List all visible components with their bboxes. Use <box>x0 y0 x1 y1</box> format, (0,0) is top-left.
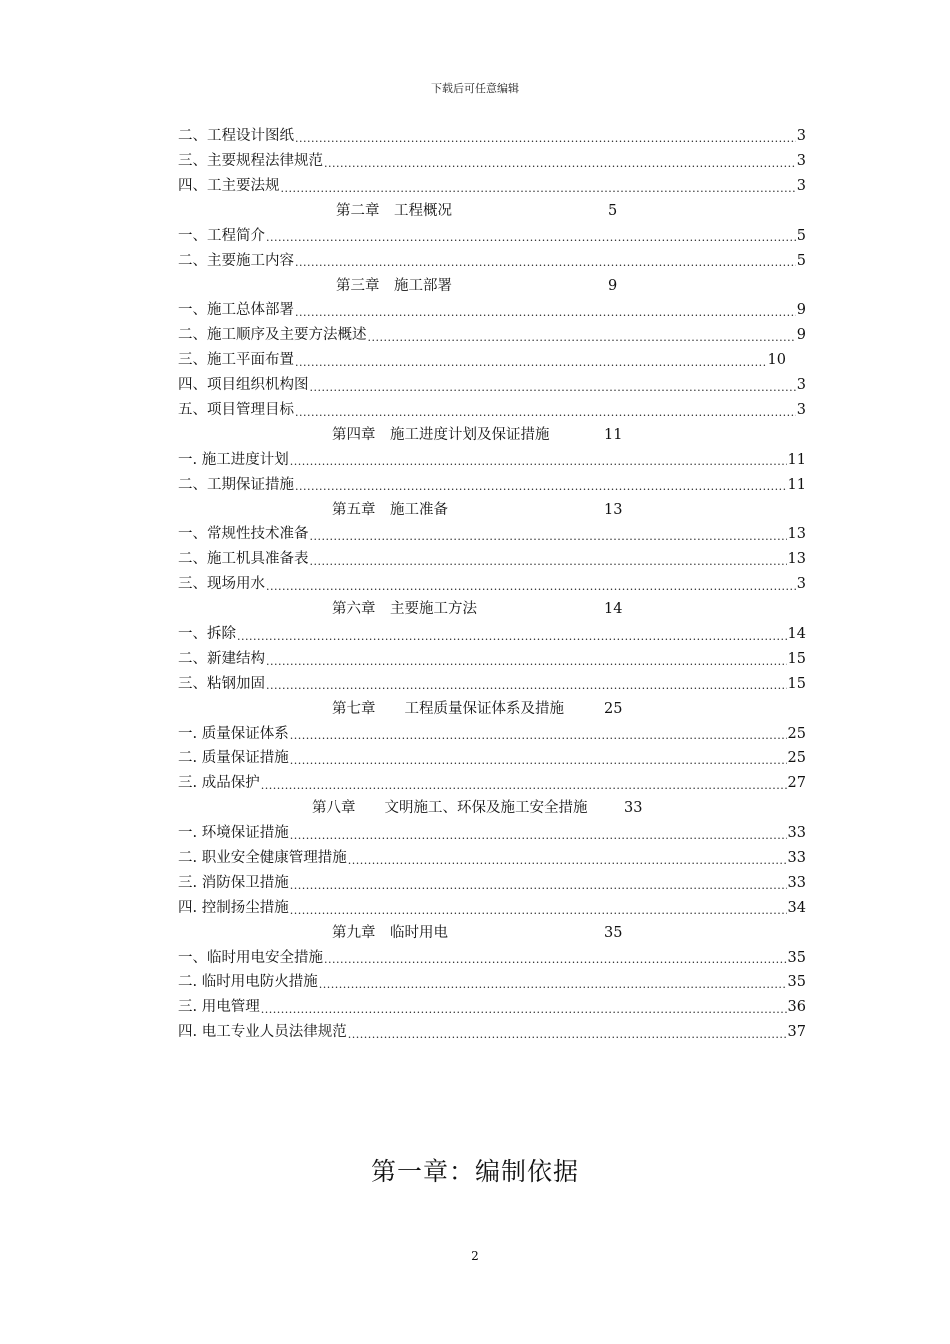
toc-chapter-label: 第二章 工程概况 <box>336 202 452 219</box>
toc-dot-leader <box>295 307 796 323</box>
toc-dot-leader <box>290 830 787 846</box>
toc-entry-page: 10 <box>767 352 786 369</box>
toc-chapter-heading[interactable] <box>178 921 806 946</box>
toc-entry-page: 3 <box>796 128 806 145</box>
toc-dot-leader <box>261 780 787 796</box>
toc-chapter-page: 33 <box>624 800 643 817</box>
toc-entry-label: 二. 临时用电防火措施 <box>178 974 318 991</box>
toc-dot-leader <box>295 481 787 497</box>
toc-entry-label: 二、工程设计图纸 <box>178 128 294 145</box>
toc-entry[interactable] <box>178 970 806 995</box>
toc-entry-label: 三、施工平面布置 <box>178 352 294 369</box>
toc-entry[interactable] <box>178 1020 806 1045</box>
toc-entry-label: 一、临时用电安全措施 <box>178 949 323 966</box>
toc-entry[interactable] <box>178 373 806 398</box>
toc-entry-label: 一. 环境保证措施 <box>178 825 289 842</box>
toc-dot-leader <box>281 183 796 199</box>
toc-entry-page: 11 <box>787 451 806 468</box>
toc-entry-page: 35 <box>787 974 806 991</box>
toc-entry-label: 二、主要施工内容 <box>178 252 294 269</box>
toc-chapter-label: 第九章 临时用电 <box>332 924 448 941</box>
toc-chapter-heading[interactable] <box>178 796 806 821</box>
toc-chapter-page: 13 <box>604 501 623 518</box>
toc-entry[interactable] <box>178 995 806 1020</box>
toc-entry-label: 四. 电工专业人员法律规范 <box>178 1024 347 1041</box>
toc-entry-page: 11 <box>787 476 806 493</box>
toc-entry-label: 一、施工总体部署 <box>178 302 294 319</box>
toc-entry-label: 一. 施工进度计划 <box>178 451 289 468</box>
toc-chapter-heading[interactable] <box>178 696 806 721</box>
toc-entry-page: 37 <box>787 1024 806 1041</box>
toc-dot-leader <box>266 656 787 672</box>
toc-entry-page: 34 <box>787 899 806 916</box>
toc-chapter-label: 第五章 施工准备 <box>332 501 448 518</box>
toc-chapter-label: 第六章 主要施工方法 <box>332 601 477 618</box>
toc-entry[interactable] <box>178 174 806 199</box>
toc-entry-page: 25 <box>787 725 806 742</box>
toc-entry-label: 三. 消防保卫措施 <box>178 874 289 891</box>
page-number: 2 <box>471 1249 479 1263</box>
toc-entry-label: 四、工主要法规 <box>178 177 280 194</box>
toc-entry[interactable] <box>178 298 806 323</box>
toc-chapter-heading[interactable] <box>178 423 806 448</box>
toc-entry[interactable] <box>178 472 806 497</box>
toc-entry-label: 一、工程简介 <box>178 227 265 244</box>
toc-entry-label: 三、现场用水 <box>178 576 265 593</box>
page-header: 下载后可任意编辑 <box>431 82 519 95</box>
toc-entry[interactable] <box>178 248 806 273</box>
toc-dot-leader <box>348 1029 787 1045</box>
toc-dot-leader <box>290 456 787 472</box>
toc-entry-page: 5 <box>796 227 806 244</box>
toc-dot-leader <box>368 332 796 348</box>
toc-entry-page: 13 <box>787 526 806 543</box>
toc-dot-leader <box>310 531 787 547</box>
toc-chapter-page: 14 <box>604 601 623 618</box>
toc-entry-label: 二. 职业安全健康管理措施 <box>178 850 347 867</box>
toc-entry[interactable] <box>178 821 806 846</box>
toc-entry-page: 9 <box>796 302 806 319</box>
toc-chapter-page: 11 <box>604 426 623 443</box>
toc-entry-page: 3 <box>796 401 806 418</box>
toc-entry-page: 33 <box>787 825 806 842</box>
toc-dot-leader <box>261 1004 787 1020</box>
toc-dot-leader <box>266 581 796 597</box>
toc-entry-page: 5 <box>796 252 806 269</box>
toc-entry-label: 三. 成品保护 <box>178 775 260 792</box>
toc-entry-page: 27 <box>787 775 806 792</box>
toc-dot-leader <box>295 407 796 423</box>
toc-entry[interactable] <box>178 547 806 572</box>
toc-dot-leader <box>295 357 767 373</box>
toc-chapter-heading[interactable] <box>178 199 806 224</box>
toc-entry[interactable] <box>178 124 806 149</box>
toc-entry[interactable] <box>178 622 806 647</box>
toc-entry-label: 二、工期保证措施 <box>178 476 294 493</box>
toc-dot-leader <box>348 855 787 871</box>
toc-entry-label: 二. 质量保证措施 <box>178 750 289 767</box>
toc-entry[interactable] <box>178 945 806 970</box>
toc-entry-page: 3 <box>796 153 806 170</box>
toc-chapter-heading[interactable] <box>178 597 806 622</box>
toc-chapter-heading[interactable] <box>178 497 806 522</box>
toc-entry-page: 14 <box>787 626 806 642</box>
toc-entry-page: 9 <box>796 327 806 344</box>
toc-chapter-heading[interactable] <box>178 273 806 298</box>
toc-entry[interactable] <box>178 896 806 921</box>
toc-entry-page: 35 <box>787 949 806 966</box>
toc-dot-leader <box>290 880 787 896</box>
toc-entry[interactable] <box>178 871 806 896</box>
toc-entry-label: 二、施工机具准备表 <box>178 551 309 568</box>
toc-dot-leader <box>290 730 787 746</box>
toc-entry-page: 13 <box>787 551 806 568</box>
toc-chapter-label: 第七章 工程质量保证体系及措施 <box>332 700 564 717</box>
toc-entry[interactable] <box>178 771 806 796</box>
toc-entry-label: 五、项目管理目标 <box>178 401 294 418</box>
toc-entry-page: 3 <box>796 177 806 194</box>
toc-dot-leader <box>237 631 787 647</box>
toc-dot-leader <box>310 382 796 398</box>
toc-entry-page: 3 <box>796 377 806 394</box>
chapter-title: 第一章：编制依据 <box>370 1157 579 1186</box>
toc-entry[interactable] <box>178 672 806 697</box>
toc-entry-label: 二、新建结构 <box>178 650 265 667</box>
toc-dot-leader <box>319 979 787 995</box>
toc-dot-leader <box>295 133 796 149</box>
toc-entry-page: 15 <box>787 650 806 667</box>
toc-dot-leader <box>266 232 796 248</box>
toc-entry-label: 三、主要规程法律规范 <box>178 153 323 170</box>
toc-entry-label: 三、粘钢加固 <box>178 675 265 692</box>
toc-chapter-label: 第四章 施工进度计划及保证措施 <box>332 426 550 443</box>
toc-chapter-page: 25 <box>604 700 623 717</box>
toc-entry-label: 一、拆除 <box>178 626 236 642</box>
toc-entry[interactable] <box>178 846 806 871</box>
toc-entry-page: 15 <box>787 675 806 692</box>
toc-entry-label: 四、项目组织机构图 <box>178 377 309 394</box>
toc-entry-page: 33 <box>787 850 806 867</box>
toc-dot-leader <box>324 954 787 970</box>
toc-entry[interactable] <box>178 348 806 373</box>
toc-entry-label: 一. 质量保证体系 <box>178 725 289 742</box>
toc-entry[interactable] <box>178 572 806 597</box>
toc-dot-leader <box>295 257 796 273</box>
toc-entry-page: 25 <box>787 750 806 767</box>
toc-entry-page: 3 <box>796 576 806 593</box>
toc-dot-leader <box>310 556 787 572</box>
toc-entry[interactable] <box>178 398 806 423</box>
toc-entry-page: 33 <box>787 874 806 891</box>
toc-entry[interactable] <box>178 323 806 348</box>
toc-entry-label: 三. 用电管理 <box>178 999 260 1016</box>
toc-dot-leader <box>290 755 787 771</box>
toc-entry-label: 二、施工顺序及主要方法概述 <box>178 327 367 344</box>
toc-entry[interactable] <box>178 647 806 672</box>
table-of-contents <box>178 124 806 1045</box>
toc-dot-leader <box>324 158 796 174</box>
toc-entry-page: 36 <box>787 999 806 1016</box>
toc-entry[interactable] <box>178 149 806 174</box>
toc-chapter-page: 9 <box>608 277 618 294</box>
toc-entry[interactable] <box>178 224 806 249</box>
toc-entry[interactable] <box>178 522 806 547</box>
toc-entry[interactable] <box>178 448 806 473</box>
toc-entry[interactable] <box>178 746 806 771</box>
toc-entry-label: 一、常规性技术准备 <box>178 526 309 543</box>
toc-entry-label: 四. 控制扬尘措施 <box>178 899 289 916</box>
toc-chapter-label: 第八章 文明施工、环保及施工安全措施 <box>312 800 588 817</box>
toc-chapter-label: 第三章 施工部署 <box>336 277 452 294</box>
toc-chapter-page: 5 <box>608 202 618 219</box>
toc-dot-leader <box>290 905 787 921</box>
toc-chapter-page: 35 <box>604 924 623 941</box>
toc-dot-leader <box>266 680 787 696</box>
toc-entry[interactable] <box>178 721 806 746</box>
